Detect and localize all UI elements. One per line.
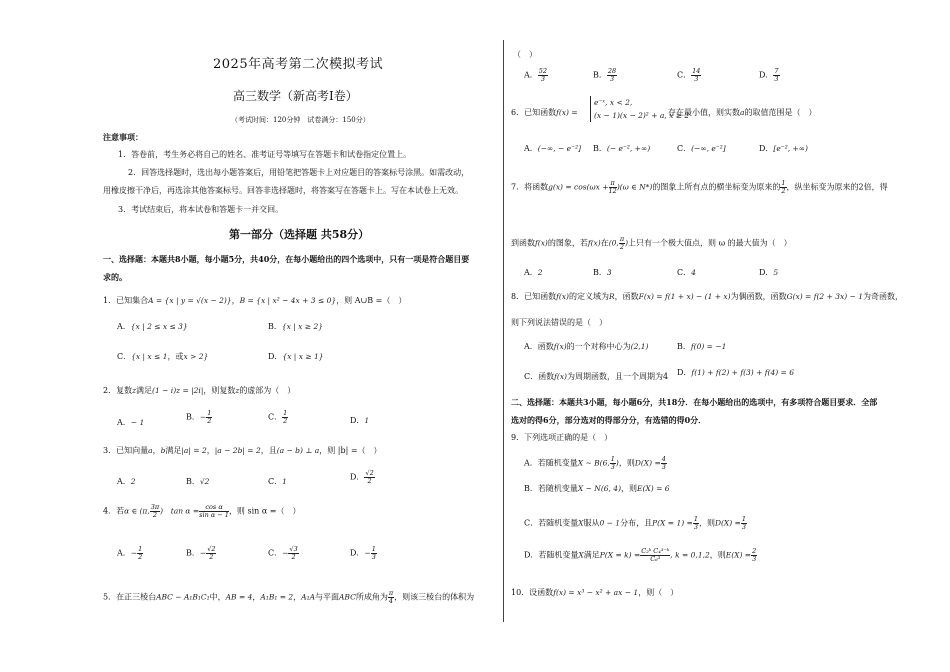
q5-c-label: C． <box>677 70 692 80</box>
q5-b-frac <box>607 68 617 83</box>
question-9-stem: 9．下列选项正确的是（ ） <box>511 433 613 442</box>
q9-d-res-num: 2 <box>752 547 757 555</box>
q5-ab: AB = 4 <box>225 592 253 602</box>
q8-d-label: D． <box>677 368 692 377</box>
q9-d-res-frac <box>751 548 757 563</box>
q5-option-c <box>677 68 701 83</box>
q7-a-label: A． <box>524 268 538 277</box>
q8-fx: f(x) <box>556 292 569 301</box>
q8-pre: 8．已知函数 <box>511 292 557 301</box>
q9-option-d <box>524 548 757 563</box>
question-6-stem <box>511 108 578 118</box>
notice-heading: 注意事项： <box>103 132 143 142</box>
q2-option-c <box>268 410 288 425</box>
q6-post <box>668 108 816 118</box>
q6-a-label: A． <box>524 144 538 153</box>
q4-c-num: √3 <box>289 545 298 553</box>
q3-c-label: C． <box>268 477 283 486</box>
q8-mid4: 为奇函数， <box>863 292 903 301</box>
q5-paren: （ ） <box>513 50 537 59</box>
q8-line2: 则下列说法错误的是（ ） <box>511 318 607 327</box>
q1-option-d <box>268 352 324 362</box>
q9-c-range: 0 − 1 <box>599 518 621 528</box>
q4-a-sign: − <box>130 548 138 558</box>
q9-d-p: P(X = k) = <box>599 550 641 560</box>
q4-option-a <box>117 546 143 561</box>
q9-option-c <box>524 516 747 531</box>
q2-z2: z <box>235 386 240 395</box>
q9-d-mid: 满足 <box>583 550 600 560</box>
q7-line2f: f(x) <box>535 238 548 248</box>
q5-a-num: 52 <box>538 67 548 75</box>
q4-b-frac <box>206 546 216 561</box>
q8-c-f: f(x) <box>554 372 567 381</box>
exam-subtitle: 高三数学（新高考Ⅰ卷） <box>233 89 358 103</box>
q3-c1: |a| = 2 <box>181 446 207 455</box>
q9-d-p-frac <box>640 548 670 563</box>
exam-info: （考试时间：120分钟 试卷满分：150分） <box>231 116 370 124</box>
q6-option-a <box>524 144 581 154</box>
q2-c-frac <box>282 410 288 425</box>
q2-b-frac <box>206 410 212 425</box>
q7-a-text: 2 <box>537 268 543 277</box>
q1-mid: ， <box>231 296 240 305</box>
q7-int-den: 2 <box>619 243 625 251</box>
q4-d-label: D． <box>350 548 365 558</box>
q6-c-text: (−∞, e⁻²] <box>691 144 726 153</box>
q6-post2: 的取值范围是（ ） <box>744 108 817 117</box>
question-7-stem <box>511 180 888 195</box>
q9-d-res-den: 3 <box>752 555 757 563</box>
q4-pre: 4．若 <box>103 506 125 516</box>
q6-option-b <box>593 144 650 154</box>
q6-c-label: C． <box>677 144 692 153</box>
q2-option-d <box>350 416 369 426</box>
q6-b-label: B． <box>593 144 607 153</box>
q4-c-label: C． <box>268 548 283 558</box>
q1-d-text: {x | x ≥ 1} <box>282 352 324 361</box>
q2-option-b <box>186 410 212 425</box>
q3-and: ，且 <box>260 446 277 455</box>
q7-b-label: B． <box>593 268 607 277</box>
question-8-stem <box>511 292 903 302</box>
q5-option-b <box>593 68 617 83</box>
q3-c2: |a − 2b| = 2 <box>214 446 261 455</box>
q5-d-den: 3 <box>774 75 779 83</box>
q1-post: ，则 A∪B =（ ） <box>336 296 407 305</box>
q4-a-frac <box>137 546 143 561</box>
question-4-stem <box>103 504 301 519</box>
q2-b-num: 1 <box>207 409 212 417</box>
q7-line2b: 的图象，若 <box>547 238 588 248</box>
q3-option-d <box>350 470 375 485</box>
q8-c-post: 为周期函数，且一个周期为4 <box>566 372 669 381</box>
q5-option-d <box>759 68 780 83</box>
q4-cond2-den: sin α − 1 <box>199 511 229 519</box>
q9-a-pre: A．若随机变量 <box>524 458 578 468</box>
q9-c-p-num: 1 <box>693 515 698 523</box>
q7-b-text: 3 <box>606 268 612 277</box>
q9-b-then: ，则 <box>621 484 638 493</box>
q5-angle-den: 4 <box>388 597 394 605</box>
q6-fx: f(x) = <box>556 108 578 117</box>
q8-b-text: f(0) = −1 <box>690 342 727 351</box>
q5-d-frac <box>773 68 779 83</box>
q9-c-mid: 服从 <box>583 518 600 528</box>
q3-mid: 满足 <box>165 446 182 455</box>
q9-a-res-den: 3 <box>661 463 666 471</box>
q5-angle-num: π <box>388 589 394 597</box>
q7-pre: 7．将函数 <box>511 182 549 192</box>
q1-set-a: A = {x | y = √(x − 2)} <box>148 296 232 305</box>
q5-b-den: 3 <box>609 75 615 83</box>
section1-line2: 求的。 <box>103 272 127 282</box>
q6-option-c <box>677 144 726 154</box>
question-1-stem <box>103 296 406 306</box>
q5-a1b1: A₁B₁ = 2 <box>260 592 294 602</box>
q8-a-label: A． <box>524 342 538 351</box>
q9-d-then: ，则 <box>709 550 726 560</box>
q4-option-c <box>268 546 299 561</box>
q5-d-num: 7 <box>774 67 779 75</box>
q1-c-text1: {x | x ≤ 1 <box>131 352 168 361</box>
q7-line2a: 到函数 <box>511 238 535 248</box>
q9-a-dist: X ~ B(6, <box>577 458 610 468</box>
q9-c-res: D(X) = <box>714 518 741 528</box>
q9-option-a <box>524 456 667 471</box>
q9-c-var: X <box>578 518 584 528</box>
q5-text6: ，则该三棱台的体积为 <box>394 592 475 602</box>
q5-text3b: ， <box>293 592 302 602</box>
q1-option-b <box>268 322 323 332</box>
q4-d-num: 1 <box>371 545 376 553</box>
q6-case1: e⁻ˣ, x < 2, <box>594 98 633 107</box>
q1-d-label: D． <box>268 352 283 361</box>
q4-b-den: 2 <box>209 553 214 561</box>
q2-c-num: 1 <box>283 409 288 417</box>
q7-line2d: 上只有一个极大值点，则 ω 的最大值为（ ） <box>628 238 792 248</box>
q6-b-text: (− e⁻², +∞) <box>606 144 651 153</box>
notice-item-2b: 用橡皮擦干净后，再选涂其他答案标号。回答非选择题时，将答案写在答题卡上。写在本试卷上无效。 <box>103 186 463 195</box>
q6-d-text: [e⁻², +∞) <box>773 144 808 153</box>
q9-d-var: X <box>578 550 584 560</box>
q3-a-label: A． <box>117 477 131 486</box>
q5-c-num: 14 <box>692 67 701 75</box>
q7-d-label: D． <box>759 268 774 277</box>
q5-c-den: 3 <box>694 75 699 83</box>
q7-g-end: )(ω ∈ N*) <box>616 182 653 192</box>
q9-b-dist: X ~ N(6, 4) <box>577 484 622 493</box>
q3-option-a <box>117 477 136 487</box>
q8-r: R <box>608 292 615 301</box>
q1-c-text2: x > 2} <box>183 352 209 361</box>
q2-c-den: 2 <box>283 417 288 425</box>
q9-d-p-num: C₂ᵏ C₄³⁻ᵏ <box>641 547 670 555</box>
question-5-stem <box>103 590 474 605</box>
q4-cond1-den: 2 <box>152 511 157 519</box>
q5-a-label: A． <box>524 70 538 80</box>
q9-a-res-num: 4 <box>661 455 666 463</box>
section2-line2: 选对的得6分，部分选对的得部分分，有选错的得0分． <box>511 415 707 425</box>
question-7-line2 <box>511 236 792 251</box>
q4-a-den: 2 <box>138 553 143 561</box>
q1-a-text: {x | 2 ≤ x ≤ 3} <box>130 322 188 331</box>
q4-cond2-frac <box>199 504 229 519</box>
q4-b-label: B． <box>186 548 200 558</box>
q5-text4: 与平面 <box>315 592 340 602</box>
q5-option-a <box>524 68 548 83</box>
q1-b-label: B． <box>268 322 282 331</box>
q9-d-k: , k = 0,1,2 <box>670 550 710 560</box>
q9-a-then: ，则 <box>618 458 635 468</box>
q4-cond1-num: 3π <box>150 503 160 511</box>
q1-a-label: A． <box>117 322 131 331</box>
q3-d-label: D． <box>350 472 365 482</box>
q9-c-pre: C．若随机变量 <box>524 518 579 528</box>
q1-option-a <box>117 322 188 332</box>
q3-b-text: √2 <box>199 477 210 486</box>
q7-g-num: π <box>610 179 615 187</box>
q5-a-den: 3 <box>540 75 545 83</box>
q9-c-then: ，则 <box>698 518 715 528</box>
q1-b-text: {x | x ≥ 2} <box>281 322 324 331</box>
q9-a-dist-end: ) <box>615 458 619 468</box>
q7-interval-end: ) <box>625 238 629 248</box>
q5-d-label: D． <box>759 70 774 80</box>
q7-c-text: 4 <box>691 268 696 277</box>
q5-text5: 所成角为 <box>355 592 388 602</box>
q7-interval: (0, <box>608 238 619 248</box>
q4-d-frac <box>371 546 377 561</box>
q9-a-res-frac <box>661 456 667 471</box>
q3-d-frac <box>364 470 374 485</box>
q4-d-den: 3 <box>371 553 376 561</box>
q8-a-mid: 的一个对称中心为 <box>566 342 631 351</box>
q5-frustum: ABC − A₁B₁C₁ <box>156 592 210 602</box>
q5-text1: 5．在正三棱台 <box>103 592 157 602</box>
q8-a-pt: (2,1) <box>630 342 649 351</box>
q9-d-res: E(X) = <box>725 550 752 560</box>
notice-item-2a: 2．回答选择题时，选出每小题答案后，用铅笔把答题卡上对应题目的答案标号涂黑。如需改动， <box>128 168 470 177</box>
q2-b-den: 2 <box>207 417 212 425</box>
notice-item-1: 1．答卷前，考生务必将自己的姓名、准考证号等填写在答题卡和试卷指定位置上。 <box>118 150 412 159</box>
q8-mid1: 的定义域为 <box>568 292 609 301</box>
q8-option-c <box>524 372 668 382</box>
q5-aa1: A₁A <box>301 592 316 602</box>
q4-a-num: 1 <box>138 545 143 553</box>
q4-c-sign: − <box>282 548 289 558</box>
q8-G: G(x) = f(2 + 3x) − 1 <box>786 292 863 301</box>
section1-line1: 一、选择题：本题共8小题，每小题5分，共40分，在每小题给出的四个选项中，只有一项是符合题目要 <box>103 254 470 264</box>
question-3-stem <box>103 446 382 456</box>
q5-text3: ， <box>252 592 261 602</box>
section2-line1: 二、选择题：本题共3小题，每小题6分，共18分．在每小题给出的选项中，有多项符合题目要求．全部 <box>511 397 878 407</box>
q9-b-res: E(X) = 6 <box>637 484 670 493</box>
q5-b-num: 28 <box>607 67 617 75</box>
q4-cond1: α ∈ (π, <box>124 506 150 516</box>
q7-post: ，纵坐标变为原来的2倍，得 <box>786 182 888 192</box>
q7-g: g(x) = cos(ωx + <box>548 182 609 192</box>
q3-pre: 3．已知向量 <box>103 446 149 455</box>
q5-plane: ABC <box>339 592 356 602</box>
q9-option-b <box>524 484 670 494</box>
q5-a-frac <box>538 68 548 83</box>
q3-post: ，则 |b| =（ ） <box>319 446 382 455</box>
q6-case2: (x − 1)(x − 2)² + a, x ≥ 2 <box>594 111 690 120</box>
q8-d-text: f(1) + f(2) + f(3) + f(4) = 6 <box>691 368 795 377</box>
q5-b-label: B． <box>593 70 607 80</box>
q8-F: F(x) = f(1 + x) − (1 + x) <box>638 292 731 301</box>
q4-d-sign: − <box>364 548 371 558</box>
q2-option-a <box>117 418 144 428</box>
q8-option-b <box>677 342 726 352</box>
q9-a-num: 1 <box>610 455 615 463</box>
q4-cond2: tan α = <box>170 506 200 516</box>
q2-d-label: D． <box>350 416 365 425</box>
q7-half-num: 1 <box>781 179 786 187</box>
q7-line2c: 在 <box>600 238 609 248</box>
q6-a-text: (−∞, − e⁻²] <box>537 144 582 153</box>
q4-option-d <box>350 546 377 561</box>
part1-heading: 第一部分（选择题 共58分） <box>229 228 370 241</box>
q3-comma2: ， <box>206 446 215 455</box>
q3-b-label: B． <box>186 477 200 486</box>
q8-option-a <box>524 342 648 352</box>
q1-option-c <box>117 352 208 362</box>
q4-c-den: 2 <box>291 553 296 561</box>
q2-pre: 2．复数 <box>103 386 133 395</box>
q8-mid3: 为偶函数，函数 <box>730 292 787 301</box>
q2-post2: 的虚部为（ ） <box>239 386 296 395</box>
q3-option-b <box>186 477 209 487</box>
q9-c-mid2: 分布，且 <box>620 518 653 528</box>
q1-pre: 1．已知集合 <box>103 296 149 305</box>
notice-item-3: 3．考试结束后，将本试卷和答题卡一并交回。 <box>118 205 284 214</box>
q5-c-frac <box>691 68 701 83</box>
q7-g-frac <box>609 180 617 195</box>
exam-title: 2025年高考第二次模拟考试 <box>213 57 384 72</box>
q4-cond1-end: ) <box>160 506 164 516</box>
q9-d-p-den: C₆³ <box>650 555 661 563</box>
q6-d-label: D． <box>759 144 774 153</box>
q2-b-label: B． <box>186 412 200 422</box>
q9-a-res: D(X) = <box>634 458 661 468</box>
q3-c-text: 1 <box>282 477 287 486</box>
q9-c-p-den: 3 <box>693 523 698 531</box>
q2-d-text: 1 <box>364 416 370 425</box>
q9-a-den: 3 <box>610 463 615 471</box>
q8-c-pre: 函数 <box>538 372 555 381</box>
q6-post-text: 存在最小值，则实数 <box>668 108 740 117</box>
q4-c-frac <box>288 546 298 561</box>
q3-a: a <box>148 446 153 455</box>
q9-b-pre: B．若随机变量 <box>524 484 578 493</box>
q9-c-res-num: 1 <box>741 515 746 523</box>
q8-c-label: C． <box>524 372 539 381</box>
q6-pre: 6．已知函数 <box>511 108 557 117</box>
q2-b-sign: − <box>199 412 207 422</box>
q3-d-num: √2 <box>365 469 374 477</box>
q7-int-num: π <box>619 235 625 243</box>
q10-pre: 10．设函数 <box>511 588 554 597</box>
q6-option-d <box>759 144 808 154</box>
q4-post: ，则 sin α =（ ） <box>228 506 301 516</box>
q4-cond1-frac <box>150 504 160 519</box>
q1-c-or: ，或 <box>167 352 184 361</box>
q2-a-text: − 1 <box>130 418 145 427</box>
q9-c-p: P(X = 1) = <box>652 518 693 528</box>
q2-post1: ，则复数 <box>203 386 236 395</box>
q4-b-sign: − <box>199 548 207 558</box>
q7-half-den: 2 <box>781 187 786 195</box>
q9-c-res-frac <box>741 516 747 531</box>
q9-c-res-den: 3 <box>741 523 746 531</box>
q7-line2f2: f(x) <box>587 238 601 248</box>
q3-option-c <box>268 477 287 487</box>
question-10-stem <box>511 588 678 598</box>
q8-b-label: B． <box>677 342 691 351</box>
column-divider <box>503 40 504 622</box>
q4-option-b <box>186 546 216 561</box>
q7-g-den: 12 <box>608 187 617 195</box>
q3-b: b <box>160 446 166 455</box>
q2-z: z <box>132 386 137 395</box>
q2-c-label: C． <box>268 412 283 422</box>
q7-option-b <box>593 268 612 278</box>
q2-a-label: A． <box>117 418 131 427</box>
q7-option-a <box>524 268 543 278</box>
q3-a-text: 2 <box>130 477 136 486</box>
q6-var: a <box>740 108 745 117</box>
q4-cond2-num: cos α <box>199 504 229 512</box>
q10-fx: f(x) = x³ − x² + ax − 1 <box>553 588 639 597</box>
q8-mid2: ，函数 <box>614 292 639 301</box>
q1-set-b: B = {x | x² − 4x + 3 ≤ 0} <box>239 296 337 305</box>
question-2-stem <box>103 386 295 396</box>
q4-b-num: √2 <box>207 545 216 553</box>
q8-option-d <box>677 368 794 378</box>
q7-option-d <box>759 268 778 278</box>
q5-text2: 中， <box>209 592 226 602</box>
q4-a-label: A． <box>117 548 131 558</box>
q8-a-f: f(x) <box>553 342 567 351</box>
q3-d-den: 2 <box>367 477 372 485</box>
q2-mid: 满足 <box>136 386 153 395</box>
q3-comma: ， <box>152 446 161 455</box>
q8-a-pre: 函数 <box>537 342 554 351</box>
q10-post: ，则（ ） <box>638 588 679 597</box>
q3-c3: (a − b) ⊥ a <box>276 446 320 455</box>
q7-mid: 的图象上所有点的横坐标变为原来的 <box>652 182 781 192</box>
q7-option-c <box>677 268 696 278</box>
q7-d-text: 5 <box>773 268 779 277</box>
q9-d-pre: D．若随机变量 <box>524 550 579 560</box>
q7-c-label: C． <box>677 268 692 277</box>
q2-eq: (1 − i)z = |2i| <box>152 386 204 395</box>
q1-c-label: C． <box>117 352 132 361</box>
